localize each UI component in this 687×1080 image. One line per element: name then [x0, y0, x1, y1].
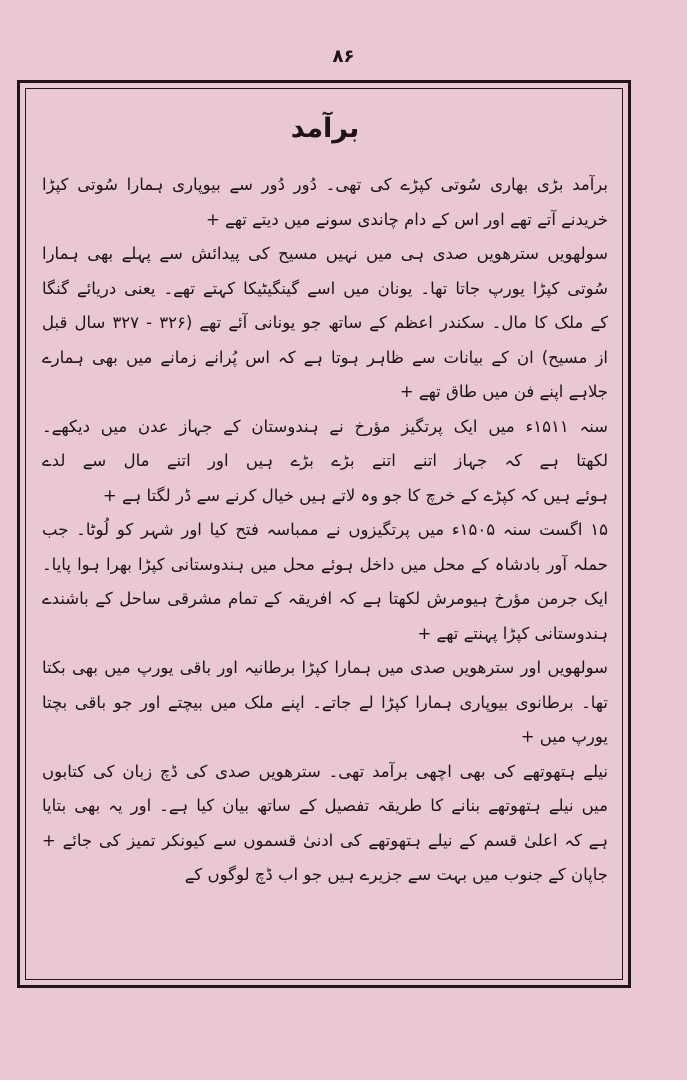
text-line: کے ملک کا مال۔ سکندر اعظم کے ساتھ جو یونانی آئے تھے (۳۲۶ - ۳۲۷ سال قبل: [42, 313, 608, 332]
text-line: میں نیلے ہتھوتھے بنانے کا طریقہ تفصیل کے ساتھ بیان کیا ہے۔ اور یہ بھی بتایا: [42, 796, 608, 815]
text-line: جاپان کے جنوب میں بہت سے جزیرے ہیں جو اب ڈچ لوگوں کے: [184, 865, 608, 884]
page-number: ۸۶: [332, 46, 355, 67]
text-line: ہوئے ہیں کہ کپڑے کے خرچ کا جو وہ لاتے ہیں خیال کرنے سے ڈر لگتا ہے +: [102, 485, 608, 505]
text-line: ایک جرمن مؤرخ ہیومرش لکھتا ہے کہ افریقہ کے تمام مشرقی ساحل کے باشندے: [42, 589, 608, 608]
section-heading: برآمد: [290, 113, 360, 144]
text-line: حملہ آور بادشاہ کے محل میں داخل ہوئے محل میں ہندوستانی کپڑا بھرا ہوا پایا۔: [42, 554, 608, 574]
paragraph: [42, 410, 608, 514]
text-line: ہندوستانی کپڑا پہنتے تھے +: [417, 623, 608, 643]
text-line: از مسیح) ان کے بیانات سے ظاہر ہوتا ہے کہ اس پُرانے زمانے میں بھی ہمارے: [42, 347, 608, 367]
text-line: یورپ میں +: [520, 727, 608, 746]
text-line: لکھتا ہے کہ جہاز اتنے اتنے بڑے بڑے ہیں اور اتنے مال سے لدے: [42, 451, 608, 470]
page-body: [42, 104, 608, 974]
text-line: ۱۵ اگست سنہ ۱۵۰۵ء میں پرتگیزوں نے ممباسہ فتح کیا اور شہر کو لُوٹا۔ جب: [42, 520, 608, 539]
text-line: سولھویں اور سترھویں صدی میں ہمارا کپڑا برطانیہ اور باقی یورپ میں بھی بکتا: [42, 658, 608, 677]
text-line: خریدنے آتے تھے اور اس کے دام چاندی سونے میں دیتے تھے +: [205, 209, 608, 229]
text-line: جلاہے اپنے فن میں طاق تھے +: [399, 382, 608, 401]
paragraph: [42, 168, 608, 237]
text-line: نیلے ہتھوتھے کی بھی اچھی برآمد تھی۔ سترھویں صدی کی ڈچ زبان کی کتابوں: [42, 761, 608, 781]
paragraph: [42, 651, 608, 755]
paragraph: [42, 755, 608, 893]
paragraph: [42, 237, 608, 410]
text-line: سنہ ۱۵۱۱ء میں ایک پرتگیز مؤرخ نے ہندوستان کے جہاز عدن میں دیکھے۔: [42, 416, 608, 436]
paragraph: [42, 513, 608, 651]
text-line: سُوتی کپڑا یورپ جاتا تھا۔ یونان میں اسے گینگیٹیکا کہتے تھے۔ یعنی دریائے گنگا: [42, 278, 608, 298]
text-line: تھا۔ برطانوی بیوپاری ہمارا کپڑا لے جاتے۔ اپنے ملک میں بیچتے اور جو باقی بچتا: [42, 692, 608, 712]
text-line: ہے کہ اعلیٰ قسم کے نیلے ہتھوتھے کی ادنیٰ قسموں سے کیونکر تمیز کی جائے +: [42, 830, 608, 850]
text-line: سولھویں سترھویں صدی ہی میں نہیں مسیح کی پیدائش سے پہلے بھی ہمارا: [42, 244, 608, 263]
paragraph-list: [42, 168, 608, 893]
text-line: برآمد بڑی بھاری سُوتی کپڑے کی تھی۔ دُور دُور سے بیوپاری ہمارا سُوتی کپڑا: [42, 175, 608, 194]
